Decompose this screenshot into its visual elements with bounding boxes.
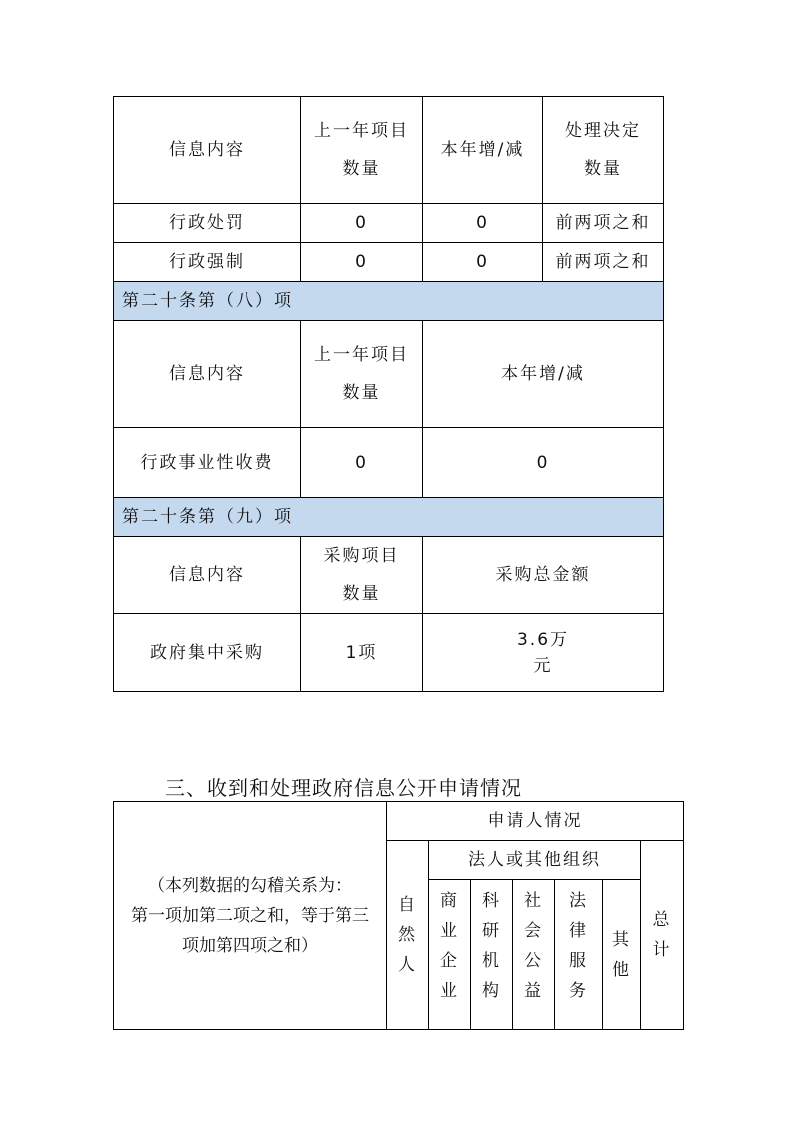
row-name: 行政事业性收费 (114, 428, 301, 498)
header-purchase-count-line2: 数量 (342, 584, 381, 604)
char: 机 (482, 951, 501, 971)
char: 法 (569, 891, 588, 911)
char: 服 (569, 951, 588, 971)
char: 他 (612, 959, 631, 980)
legal-entity-header: 法人或其他组织 (429, 841, 641, 880)
research-header (471, 880, 513, 1030)
char: 会 (524, 921, 543, 941)
section-title-row (114, 282, 664, 321)
note-line2: 第一项加第二项之和，等于第三 (131, 905, 369, 926)
char: 研 (482, 921, 501, 941)
char: 业 (440, 921, 459, 941)
row-amount (423, 614, 664, 692)
row-decision: 前两项之和 (543, 243, 664, 282)
header-prev-count (301, 321, 423, 428)
header-prev-count-line1: 上一年项目 (314, 121, 409, 141)
row-amount-line2: 元 (533, 655, 553, 676)
char: 科 (482, 891, 501, 911)
row-prev: 0 (301, 428, 423, 498)
relation-note (114, 802, 387, 1030)
row-name: 行政强制 (114, 243, 301, 282)
header-change: 本年增/减 (423, 321, 664, 428)
table-row (114, 204, 664, 243)
header-info-content: 信息内容 (114, 321, 301, 428)
char: 业 (440, 981, 459, 1001)
commercial-header (429, 880, 471, 1030)
char: 然 (398, 925, 417, 945)
applicant-header: 申请人情况 (387, 802, 684, 841)
header-info-content: 信息内容 (114, 537, 301, 614)
section9-title: 第二十条第（九）项 (114, 498, 664, 537)
row-name: 行政处罚 (114, 204, 301, 243)
header-purchase-count-line1: 采购项目 (323, 546, 400, 566)
header-purchase-amount: 采购总金额 (423, 537, 664, 614)
legal-service-header (555, 880, 603, 1030)
header-decision-line1: 处理决定 (565, 121, 641, 141)
section-title-row (114, 498, 664, 537)
table-row (114, 428, 664, 498)
header-purchase-count (301, 537, 423, 614)
row-change: 0 (423, 204, 543, 243)
header-decision-count (543, 97, 664, 204)
char: 其 (612, 929, 631, 950)
char: 自 (398, 895, 417, 915)
table-header-row (114, 802, 684, 841)
application-table (113, 801, 684, 1030)
header-change: 本年增/减 (423, 97, 543, 204)
header-prev-count (301, 97, 423, 204)
char: 构 (482, 981, 501, 1001)
header-prev-count-line2: 数量 (342, 383, 381, 403)
header-prev-count-line2: 数量 (342, 159, 381, 179)
table-header-row (114, 321, 664, 428)
row-amount-line1: 3.6万 (516, 629, 570, 650)
char: 务 (569, 981, 588, 1001)
social-header (513, 880, 555, 1030)
table-header-row (114, 97, 664, 204)
char: 公 (524, 951, 543, 971)
section8-title: 第二十条第（八）项 (114, 282, 664, 321)
header-decision-line2: 数量 (584, 159, 622, 179)
row-change: 0 (423, 243, 543, 282)
char: 人 (398, 955, 417, 975)
row-change: 0 (423, 428, 664, 498)
char: 总 (652, 910, 672, 930)
other-header (603, 880, 641, 1030)
header-info-content: 信息内容 (114, 97, 301, 204)
char: 律 (569, 921, 588, 941)
section3-heading: 三、收到和处理政府信息公开申请情况 (165, 776, 522, 800)
row-prev: 0 (301, 204, 423, 243)
table-row (114, 243, 664, 282)
char: 社 (524, 891, 543, 911)
natural-person-header (387, 841, 429, 1030)
char: 商 (440, 891, 459, 911)
total-header (641, 841, 684, 1030)
table-row (114, 614, 664, 692)
note-line1: （本列数据的勾稽关系为： (148, 875, 352, 896)
table-header-row (114, 537, 664, 614)
row-decision: 前两项之和 (543, 204, 664, 243)
row-prev: 0 (301, 243, 423, 282)
note-line3: 项加第四项之和） (182, 935, 318, 956)
disclosure-table (113, 96, 664, 692)
row-count: 1项 (301, 614, 423, 692)
char: 益 (524, 981, 543, 1001)
header-prev-count-line1: 上一年项目 (314, 345, 409, 365)
char: 企 (440, 951, 459, 971)
char: 计 (652, 940, 672, 960)
row-name: 政府集中采购 (114, 614, 301, 692)
